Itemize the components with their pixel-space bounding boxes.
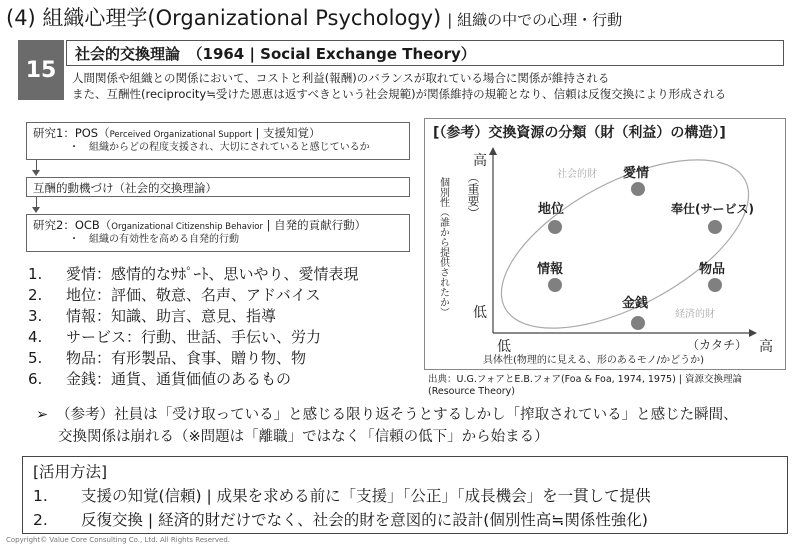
theory-name-box [66,40,784,66]
note-line-1 [36,404,738,426]
usage-item-text: 反復交換 | 経済的財だけでなく、社会的財を意図的に設計(個別性高≒関係性強化) [81,511,648,529]
list-item [28,327,359,348]
research1-tail: | 支援知覚） [251,126,321,140]
y-axis-title: 個別性（誰から提供されたか） [437,177,449,317]
resource-node-info [548,278,562,292]
list-item [28,369,359,390]
note-text-1: （参考）社員は「受け取っている」と感じる限り返そうとするしかし「搾取されている」と感じた瞬間、 [56,407,738,423]
social-goods-label: 社会的財 [557,169,597,180]
research1-small: Perceived Organizational Support [109,130,252,140]
resource-node-service [708,220,722,234]
page-title [6,2,622,32]
resource-node-label-goods: 物品 [699,262,726,277]
diagram-title: [（参考）交換資源の分類（財（利益）の構造）] [433,125,726,141]
resource-node-love [631,182,645,196]
source-line-2: (Resource Theory) [428,386,516,397]
list-item-text: 情報：知識、助言、意見、指導 [66,307,277,325]
list-item-number: 5. [28,349,43,367]
resource-node-status [548,220,562,234]
y-high-label: 高 [473,153,487,169]
list-item-text: サービス：行動、世話、手伝い、労力 [66,328,322,346]
research2-label: 研究2：OCB（ [33,218,112,232]
usage-item-text: 支援の知覚(信頼) | 成果を求める前に「支援」「公正」「成長機会」を一貫して提供 [81,487,651,505]
note-text-2: 交換関係は崩れる（※問題は「離職」ではなく「信頼の低下」から始まる） [58,429,549,445]
flow-arrow-2-icon [32,207,40,213]
title-subtitle: | 組織の中での心理・行動 [447,11,623,29]
usage-box [22,456,788,534]
description-line-1: 人間関係や組織との関係において、コストと利益(報酬)のバランスが取れている場合に関係が維持される [72,71,610,85]
economic-goods-label: 経済的財 [675,309,715,320]
list-item-number: 2. [28,286,43,304]
usage-item [33,484,777,508]
theory-name: 社会的交換理論 （1964 | Social Exchange Theory） [75,44,476,63]
copyright-notice: Copyright© Value Core Consulting Co., Ltd. All Rights Reserved. [6,536,231,544]
list-item-number: 3. [28,307,43,325]
source-citation [428,374,742,398]
resource-nodes [536,165,754,330]
resource-node-label-love: 愛情 [623,166,650,181]
list-item-text: 金銭：通貨、通貨価値のあるもの [66,370,292,388]
research1-bullet: ・ 組織からどの程度支援され、大切にされていると感じているか [69,142,370,153]
list-item [28,306,359,327]
diagram-canvas [425,119,785,369]
usage-item-number: 2. [33,511,48,529]
resource-ellipse [476,125,774,362]
resource-node-label-service: 奉仕(サービス) [671,202,754,216]
research2-small: Organizational Citizenship Behavior [111,222,263,232]
resource-list [28,264,359,390]
usage-item-number: 1. [33,487,48,505]
research2-bullet: ・ 組織の有効性を高める自発的行動 [69,234,239,245]
research2-tail: | 自発的貢献行動） [263,218,367,232]
source-line-1: 出典：U.G.フォアとE.B.フォア(Foa & Foa, 1974, 1975) | 資源交換理論 [428,374,743,385]
description-line-2: また、互酬性(reciprocity≒受けた恩恵は返すべきという社会規範)が関係維持の規範となり、信頼は反復交換により形成される [72,87,727,101]
resource-node-goods [708,278,722,292]
y-importance-note: （重要） [466,171,480,219]
resource-node-money [631,316,645,330]
reference-note [36,404,738,448]
list-item-number: 6. [28,370,43,388]
reciprocal-motivation-label: 互酬的動機づけ（社会的交換理論） [33,181,217,195]
theory-number-badge: 15 [18,40,64,100]
resource-node-label-info: 情報 [537,262,564,277]
theory-description [72,70,726,102]
research1-label: 研究1：POS（ [33,126,110,140]
title-main: (4) 組織心理学(Organizational Psychology) [6,6,442,30]
x-shape-note: （カタチ） [687,338,748,352]
y-low-label: 低 [473,305,487,321]
resource-node-label-status: 地位 [538,202,565,217]
reciprocal-motivation-box [26,177,410,197]
list-item [28,285,359,306]
flow-connector-1 [36,160,37,170]
list-item-number: 1. [28,265,43,283]
x-low-label: 低 [497,339,511,355]
x-axis-title: 具体性(物理的に見える、形のあるモノ/かどうか) [483,355,705,366]
y-axis-arrow-icon [489,147,497,155]
research1-box [26,122,410,160]
flow-connector-2 [36,197,37,207]
resource-node-label-money: 金銭 [622,296,649,311]
usage-item [33,508,777,532]
x-axis-arrow-icon [749,329,757,337]
list-item-text: 地位：評価、敬意、名声、アドバイス [66,286,321,304]
usage-heading: [活用方法] [33,463,108,481]
list-item [28,264,359,285]
research2-box [26,214,410,252]
list-item-text: 物品：有形製品、食事、贈り物、物 [66,349,307,367]
flow-arrow-1-icon [32,170,40,176]
x-high-label: 高 [759,339,773,355]
research-flow [26,122,410,160]
list-item-number: 4. [28,328,43,346]
note-marker-icon: ➢ [36,407,49,423]
resource-classification-diagram [424,118,786,370]
list-item [28,348,359,369]
list-item-text: 愛情：感情的なｻﾎﾟｰﾄ、思いやり、愛情表現 [66,265,359,283]
